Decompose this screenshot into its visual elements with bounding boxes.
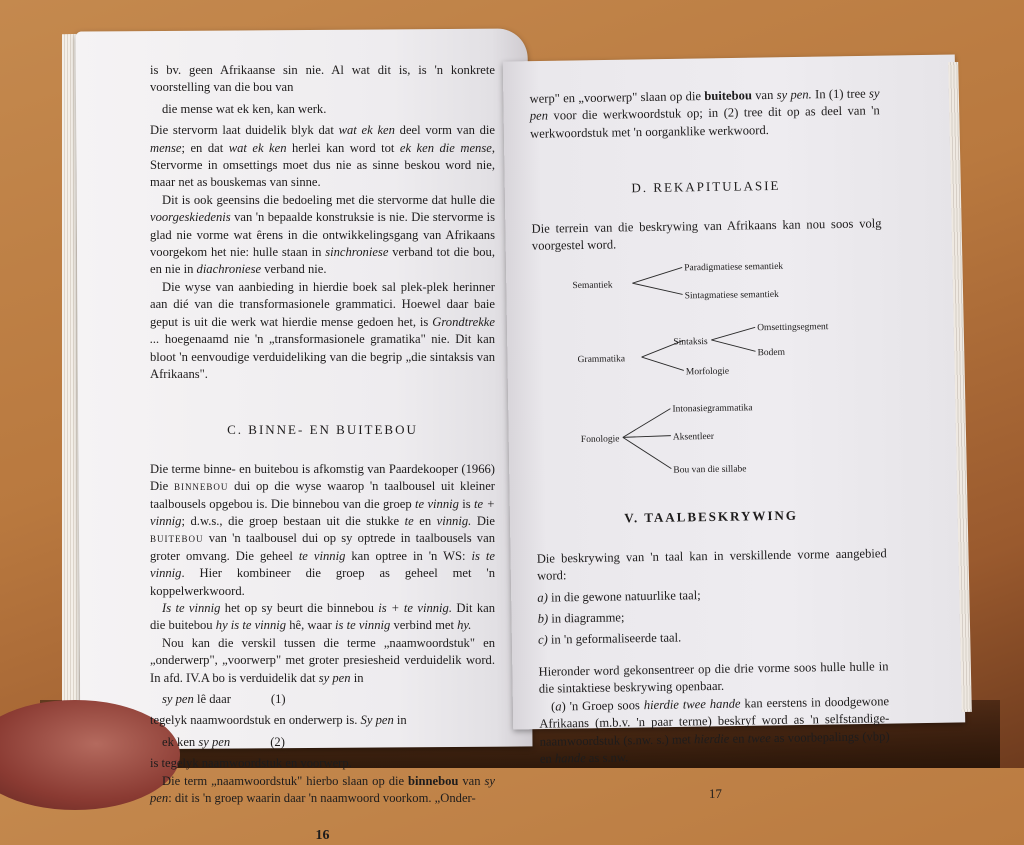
node-morfologie: Morfologie: [685, 367, 730, 378]
section-heading-c: C. BINNE- EN BUITEBOU: [227, 422, 418, 438]
paragraph: is tegelyk naamwoordstuk en voorwerp.: [150, 756, 352, 771]
node-semantiek: Semantiek: [572, 280, 613, 292]
paragraph: (a) 'n Groep soos hierdie twee hande kan eerstens in doodgewone Afrikaans (m.b.v. 'n paar terme) beskryf word as 'n selfstandige-naamwoordstuk (s.nw. s.) met hierdie en twee as voorbepalings (vbp) en hande as s.nw.: [539, 693, 890, 766]
paragraph: Die wyse van aanbieding in hierdie boek sal plek-plek herinner aan dié van die transformasionele grammatici. Hoewel daar baie geput is uit die werk wat hierdie mense gedoen het, is Grondtrekke ... hoegenaamd nie 'n „transformasionele gramatika" nie. Dit kan bloot 'n eenvoudige verduideliking van die begrip „die sintaksis van Afrikaans".: [150, 279, 495, 381]
paragraph: Die terme binne- en buitebou is afkomstig van Paardekooper (1966) Die binnebou dui op die wyse waarop 'n taalbousel uit kleiner taalbousels opgebou is. Die binnebou van die groep te vinnig is te + vinnig; d.w.s., die groep bestaan uit die stukke te en vinnig. Die buitebou van 'n taalbousel dui op sy optrede in taalbousels van groter omvang. Die geheel te vinnig kan optree in 'n WS: is te vinnig. Hier kombineer die groep as geheel met 'n koppelwerkwoord.: [150, 461, 496, 598]
node-fonologie: Fonologie: [580, 434, 620, 446]
paragraph: Hieronder word gekonsentreer op die drie vorme soos hulle hulle in die sintaktiese beskrywing openbaar.: [538, 659, 889, 696]
list-item-c: c) in 'n geformaliseerde taal.: [537, 630, 682, 648]
node-bou-van-die-sillabe: Bou van die sillabe: [673, 464, 747, 477]
paragraph: Die beskrywing van 'n taal kan in verskillende vorme aangebied word:: [536, 546, 887, 583]
right-page-text: [529, 85, 890, 805]
node-omsettingsegment: Omsettingsegment: [757, 322, 829, 334]
section-heading-d: D. REKAPITULASIE: [631, 178, 781, 196]
example-sentence: die mense wat ek ken, kan werk.: [162, 101, 327, 116]
node-sintaksis: Sintaksis: [673, 337, 708, 348]
node-aksentleer: Aksentleer: [672, 432, 715, 444]
tree-diagram: [532, 256, 886, 491]
page-number-left: 16: [315, 828, 330, 844]
paragraph: Is te vinnig het op sy beurt die binnebou is + te vinnig. Dit kan die buitebou hy is te vinnig hê, waar is te vinnig verbind met hy.: [150, 600, 496, 633]
paragraph: Die terrein van die beskrywing van Afrikaans kan nou soos volg voorgestel word.: [531, 215, 882, 253]
example-2: ek ken sy pen (2): [162, 734, 285, 749]
node-intonasiegrammatika: Intonasiegrammatika: [672, 403, 753, 416]
node-bodem: Bodem: [757, 348, 786, 359]
page-number-right: 17: [708, 786, 723, 802]
node-paradigmatiese-semantiek: Paradigmatiese semantiek: [684, 262, 784, 274]
paragraph: werp" en „voorwerp" slaan op die buitebou van sy pen. In (1) tree sy pen voor die werkwoordstuk op; in (2) tree dit op as deel van 'n werkwoordstuk met 'n oorganklike werkwoord.: [529, 86, 880, 141]
example-1: sy pen lê daar (1): [162, 692, 286, 706]
list-item-a: a) in die gewone natuurlike taal;: [537, 587, 701, 605]
paragraph: Die stervorm laat duidelik blyk dat wat ek ken deel vorm van die mense; en dat wat ek ken herlei kan word tot ek ken die mense, Stervorme in omsettings moet dus nie as sinne beskou word nie, maar net as bouskemas van sinne.: [150, 123, 495, 190]
paragraph: Nou kan die verskil tussen die terme „naamwoordstuk" en „onderwerp", „voorwerp" met groter presiesheid verduidelik word. In afd. IV.A bo is verduidelik dat sy pen in: [150, 635, 495, 685]
left-page-text: [150, 62, 495, 845]
paragraph: Die term „naamwoordstuk" hierbo slaan op die binnebou van sy pen: dit is 'n groep waarin daar 'n naamwoord voorkom. „Onder-: [150, 773, 495, 806]
node-sintagmatiese-semantiek: Sintagmatiese semantiek: [684, 290, 779, 302]
paragraph: is bv. geen Afrikaanse sin nie. Al wat dit is, is 'n konkrete voorstelling van die bou van: [150, 63, 495, 95]
section-heading-v: V. TAALBESKRYWING: [624, 508, 799, 526]
list-item-b: b) in diagramme;: [537, 610, 625, 626]
paragraph: Dit is ook geensins die bedoeling met die stervorme dat hulle die voorgeskiedenis van 'n bepaalde konstruksie is nie. Die stervorme is glad nie vorme wat êrens in die ontwikkelingsgang van Afrikaans voorgekom het nie: hulle staan in sinchroniese verband tot die bou, en nie in diachroniese verband nie.: [150, 192, 496, 277]
paragraph: tegelyk naamwoordstuk en onderwerp is. Sy pen in: [150, 713, 407, 728]
node-grammatika: Grammatika: [577, 354, 626, 366]
